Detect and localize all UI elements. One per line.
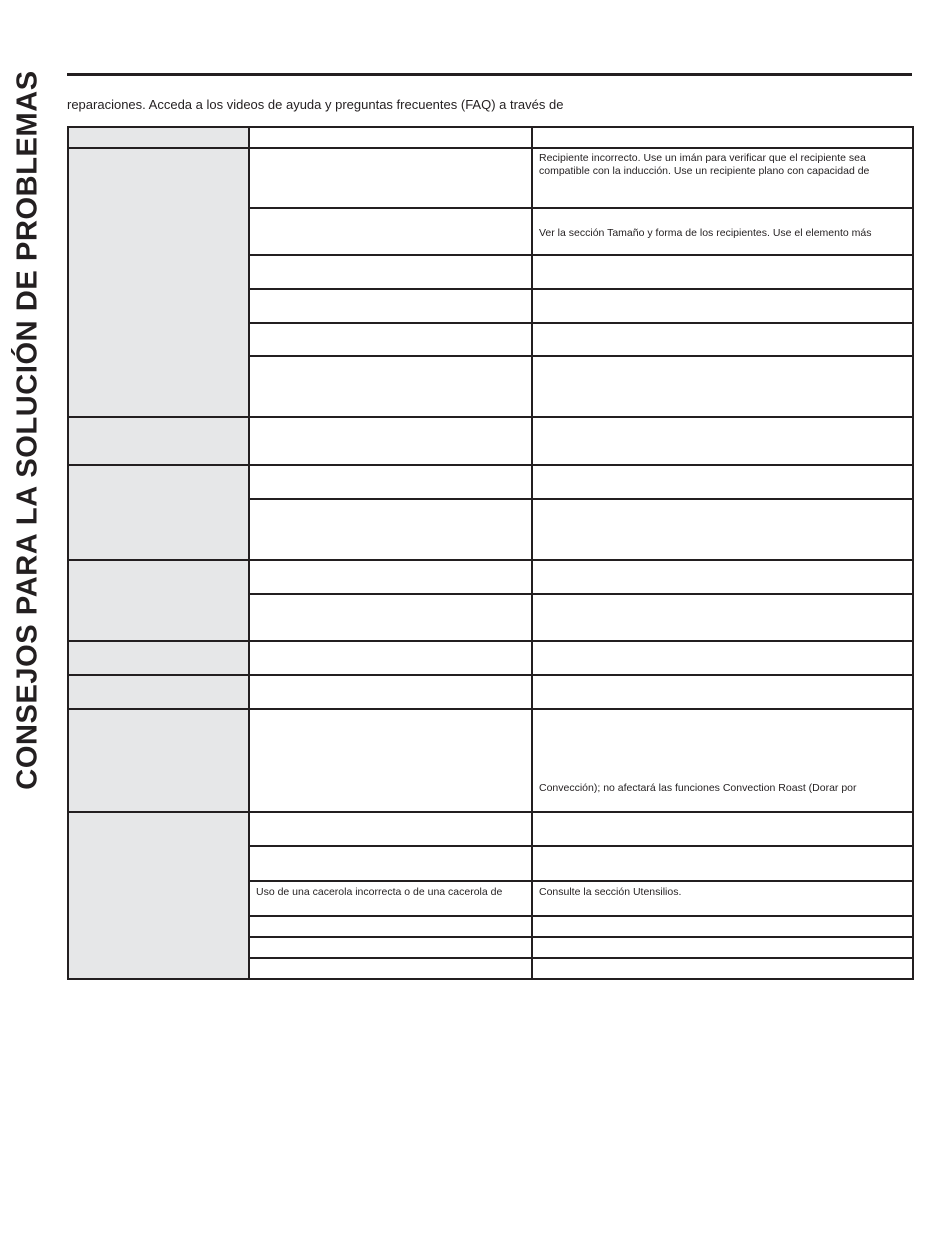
solution-cell [532,916,913,937]
side-section-title: CONSEJOS PARA LA SOLUCIÓN DE PROBLEMAS [11,70,44,790]
table-row [68,148,913,208]
header-rule [67,73,912,76]
solution-cell [532,255,913,289]
solution-cell [532,499,913,560]
solution-cell [532,417,913,465]
solution-cell [532,560,913,594]
intro-text: reparaciones. Acceda a los videos de ayuda y preguntas frecuentes (FAQ) a través de [67,97,564,112]
cause-cell [249,289,532,323]
table-header-row [68,127,913,148]
table-row [68,417,913,465]
table-row [68,560,913,594]
cause-cell [249,465,532,499]
solution-cell [532,958,913,979]
cause-cell [249,594,532,641]
cause-cell [249,255,532,289]
cause-cell [249,675,532,709]
table-row [68,465,913,499]
problem-cell [68,641,249,675]
solution-cell: Ver la sección Tamaño y forma de los recipientes. Use el elemento más [532,208,913,255]
solution-cell [532,465,913,499]
cause-cell [249,958,532,979]
cause-cell [249,937,532,958]
table-row [68,812,913,846]
cause-cell [249,208,532,255]
problem-cell [68,560,249,641]
cause-cell [249,356,532,417]
problem-cell [68,417,249,465]
troubleshooting-table [67,126,914,980]
solution-cell [532,323,913,356]
cause-cell [249,417,532,465]
cause-cell [249,560,532,594]
problem-cell [68,148,249,417]
cause-cell [249,323,532,356]
problem-cell [68,812,249,979]
cause-cell [249,846,532,881]
solution-cell: Convección); no afectará las funciones Convection Roast (Dorar por [532,709,913,812]
cause-cell [249,499,532,560]
header-cause-cell [249,127,532,148]
cause-cell [249,812,532,846]
header-solution-cell [532,127,913,148]
cause-cell [249,709,532,812]
solution-cell [532,812,913,846]
problem-cell [68,675,249,709]
solution-cell [532,675,913,709]
table-row [68,675,913,709]
solution-cell [532,641,913,675]
header-problem-cell [68,127,249,148]
solution-cell [532,846,913,881]
cause-cell: Uso de una cacerola incorrecta o de una cacerola de [249,881,532,916]
solution-cell [532,937,913,958]
solution-cell: Recipiente incorrecto. Use un imán para verificar que el recipiente sea compatible con la inducción. Use un recipiente plano con capacidad de [532,148,913,208]
problem-cell [68,465,249,560]
solution-cell [532,594,913,641]
cause-cell [249,148,532,208]
table-row [68,641,913,675]
cause-cell [249,641,532,675]
cause-cell [249,916,532,937]
solution-cell [532,356,913,417]
solution-cell [532,289,913,323]
table-row [68,709,913,812]
solution-cell: Consulte la sección Utensilios. [532,881,913,916]
problem-cell [68,709,249,812]
